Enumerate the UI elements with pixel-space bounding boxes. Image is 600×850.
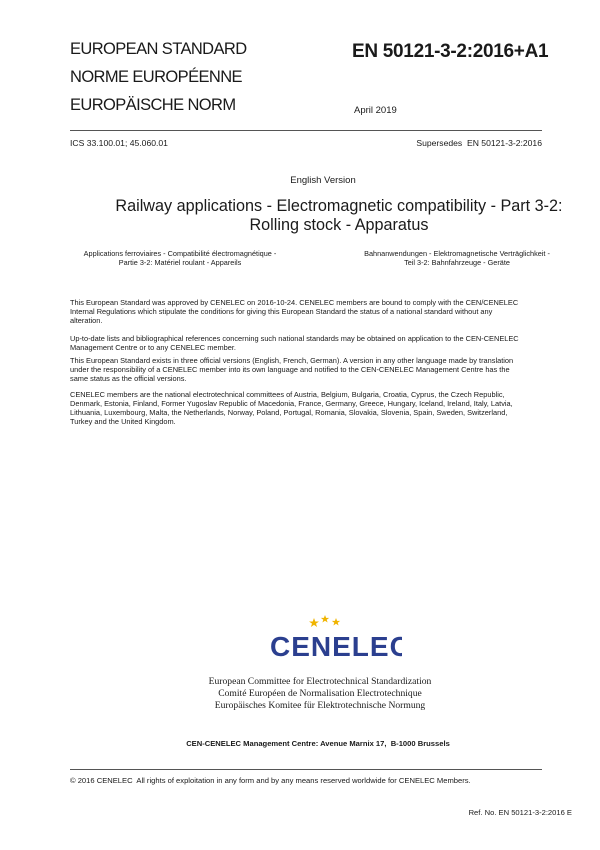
version-label: English Version [290, 175, 356, 186]
approval-line-2: Internal Regulations which stipulate the conditions for giving this European Standard the status of a national standard without any [70, 307, 493, 317]
cenelec-logo [262, 612, 402, 662]
members-line-1: CENELEC members are the national electrotechnical committees of Austria, Belgium, Bulgaria, Croatia, Cyprus, the Czech Republic, [70, 390, 505, 399]
approval-line-3: alteration. [70, 316, 103, 326]
versions-paragraph [70, 356, 560, 383]
standard-number: EN 50121-3-2:2016+A1 [352, 41, 549, 62]
title-line-2: Rolling stock - Apparatus [249, 216, 429, 234]
standard-name-de: EUROPÄISCHE NORM [70, 96, 236, 114]
standard-name-fr: NORME EUROPÉENNE [70, 68, 242, 86]
french-title [70, 249, 290, 267]
standard-name-en: EUROPEAN STANDARD [70, 40, 247, 58]
title-line-1: Railway applications - Electromagnetic compatibility - Part 3-2: [115, 197, 563, 215]
logo-stars-icon [309, 615, 340, 627]
german-title-line-1: Bahnanwendungen - Elektromagnetische Verträglichkeit - [364, 249, 550, 258]
footer-divider [70, 769, 542, 770]
committee-name-de: Europäisches Komitee für Elektrotechnische Normung [214, 700, 426, 711]
references-paragraph [70, 334, 560, 352]
french-title-line-2: Partie 3-2: Matériel roulant - Appareils [118, 258, 242, 267]
approval-paragraph [70, 298, 560, 325]
french-title-line-1: Applications ferroviaires - Compatibilité électromagnétique - [83, 249, 277, 258]
reference-number: Ref. No. EN 50121-3-2:2016 E [468, 808, 572, 817]
approval-line-1: This European Standard was approved by CENELEC on 2016-10-24. CENELEC members are bound to comply with the CEN/CENELEC [70, 298, 519, 307]
versions-line-3: same status as the official versions. [70, 374, 187, 384]
cenelec-logo-mark [262, 612, 402, 662]
ics-codes: ICS 33.100.01; 45.060.01 [70, 138, 168, 148]
versions-line-2: under the responsibility of a CENELEC member into its own language and notified to the CEN-CENELEC Management Centre has the [70, 365, 510, 375]
references-line-1: Up-to-date lists and bibliographical references concerning such national standards may be obtained on application to the CEN-CENELEC [70, 334, 519, 343]
logo-wordmark: CENELEC [270, 631, 402, 662]
german-title [342, 249, 572, 267]
committee-names [0, 676, 600, 712]
german-title-line-2: Teil 3-2: Bahnfahrzeuge - Geräte [404, 258, 510, 267]
versions-line-1: This European Standard exists in three official versions (English, French, German). A version in any other language made by translation [70, 356, 514, 365]
committee-name-en: European Committee for Electrotechnical Standardization [208, 676, 432, 687]
header-divider [70, 130, 542, 131]
members-line-2: Denmark, Estonia, Finland, Former Yugoslav Republic of Macedonia, France, Germany, Greece, Hungary, Iceland, Ireland, Italy, Latvia, [70, 399, 513, 409]
members-paragraph [70, 390, 560, 426]
document-title [43, 197, 600, 235]
copyright: © 2016 CENELEC All rights of exploitation in any form and by any means reserved worldwide for CENELEC Members. [70, 776, 471, 785]
committee-name-fr: Comité Européen de Normalisation Electrotechnique [218, 688, 422, 699]
members-line-4: Turkey and the United Kingdom. [70, 417, 176, 427]
publication-date: April 2019 [354, 105, 397, 116]
references-line-2: Management Centre or to any CENELEC member. [70, 343, 236, 353]
management-centre: CEN-CENELEC Management Centre: Avenue Marnix 17, B-1000 Brussels [186, 739, 450, 748]
supersedes: Supersedes EN 50121-3-2:2016 [416, 138, 542, 148]
members-line-3: Lithuania, Luxembourg, Malta, the Netherlands, Norway, Poland, Portugal, Romania, Slovakia, Slovenia, Spain, Sweden, Switzerland, [70, 408, 508, 418]
